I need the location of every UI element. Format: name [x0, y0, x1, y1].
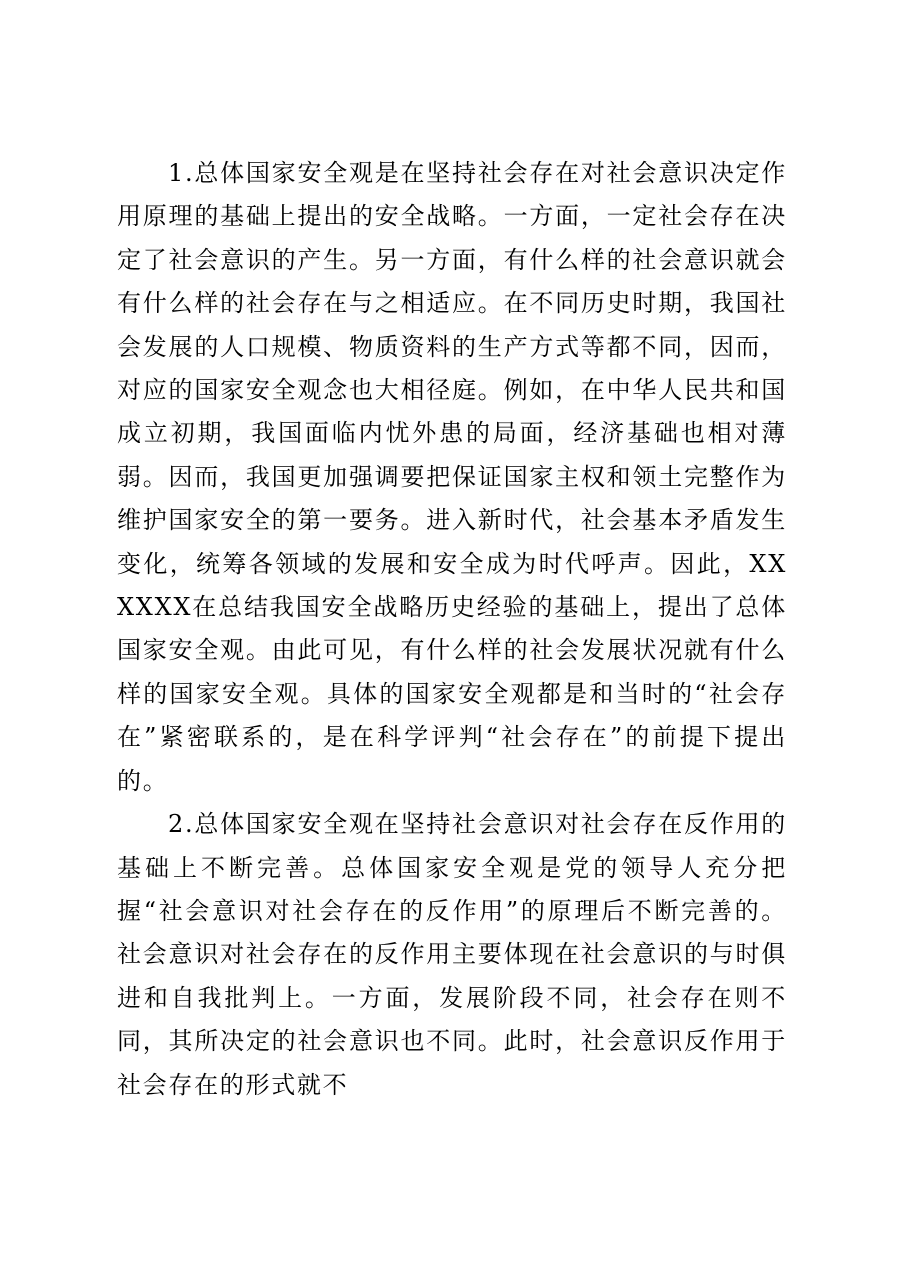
document-body — [117, 152, 787, 1107]
paragraph-2: 2.总体国家安全观在坚持社会意识对社会存在反作用的基础上不断完善。总体国家安全观是党的领导人充分把握“社会意识对社会存在的反作用”的原理后不断完善的。社会意识对社会存在的反作用主要体现在社会意识的与时俱进和自我批判上。一方面，发展阶段不同，社会存在则不同，其所决定的社会意识也不同。此时，社会意识反作用于社会存在的形式就不 — [117, 810, 787, 1099]
paragraph-1: 1.总体国家安全观是在坚持社会存在对社会意识决定作用原理的基础上提出的安全战略。一方面，一定社会存在决定了社会意识的产生。另一方面，有什么样的社会意识就会有什么样的社会存在与之相适应。在不同历史时期，我国社会发展的人口规模、物质资料的生产方式等都不同，因而，对应的国家安全观念也大相径庭。例如，在中华人民共和国成立初期，我国面临内忧外患的局面，经济基础也相对薄弱。因而，我国更加强调要把保证国家主权和领土完整作为维护国家安全的第一要务。进入新时代，社会基本矛盾发生变化，统筹各领域的发展和安全成为时代呼声。因此，XXXXXX在总结我国安全战略历史经验的基础上，提出了总体国家安全观。由此可见，有什么样的社会发展状况就有什么样的国家安全观。具体的国家安全观都是和当时的“社会存在”紧密联系的，是在科学评判“社会存在”的前提下提出的。 — [117, 159, 787, 795]
